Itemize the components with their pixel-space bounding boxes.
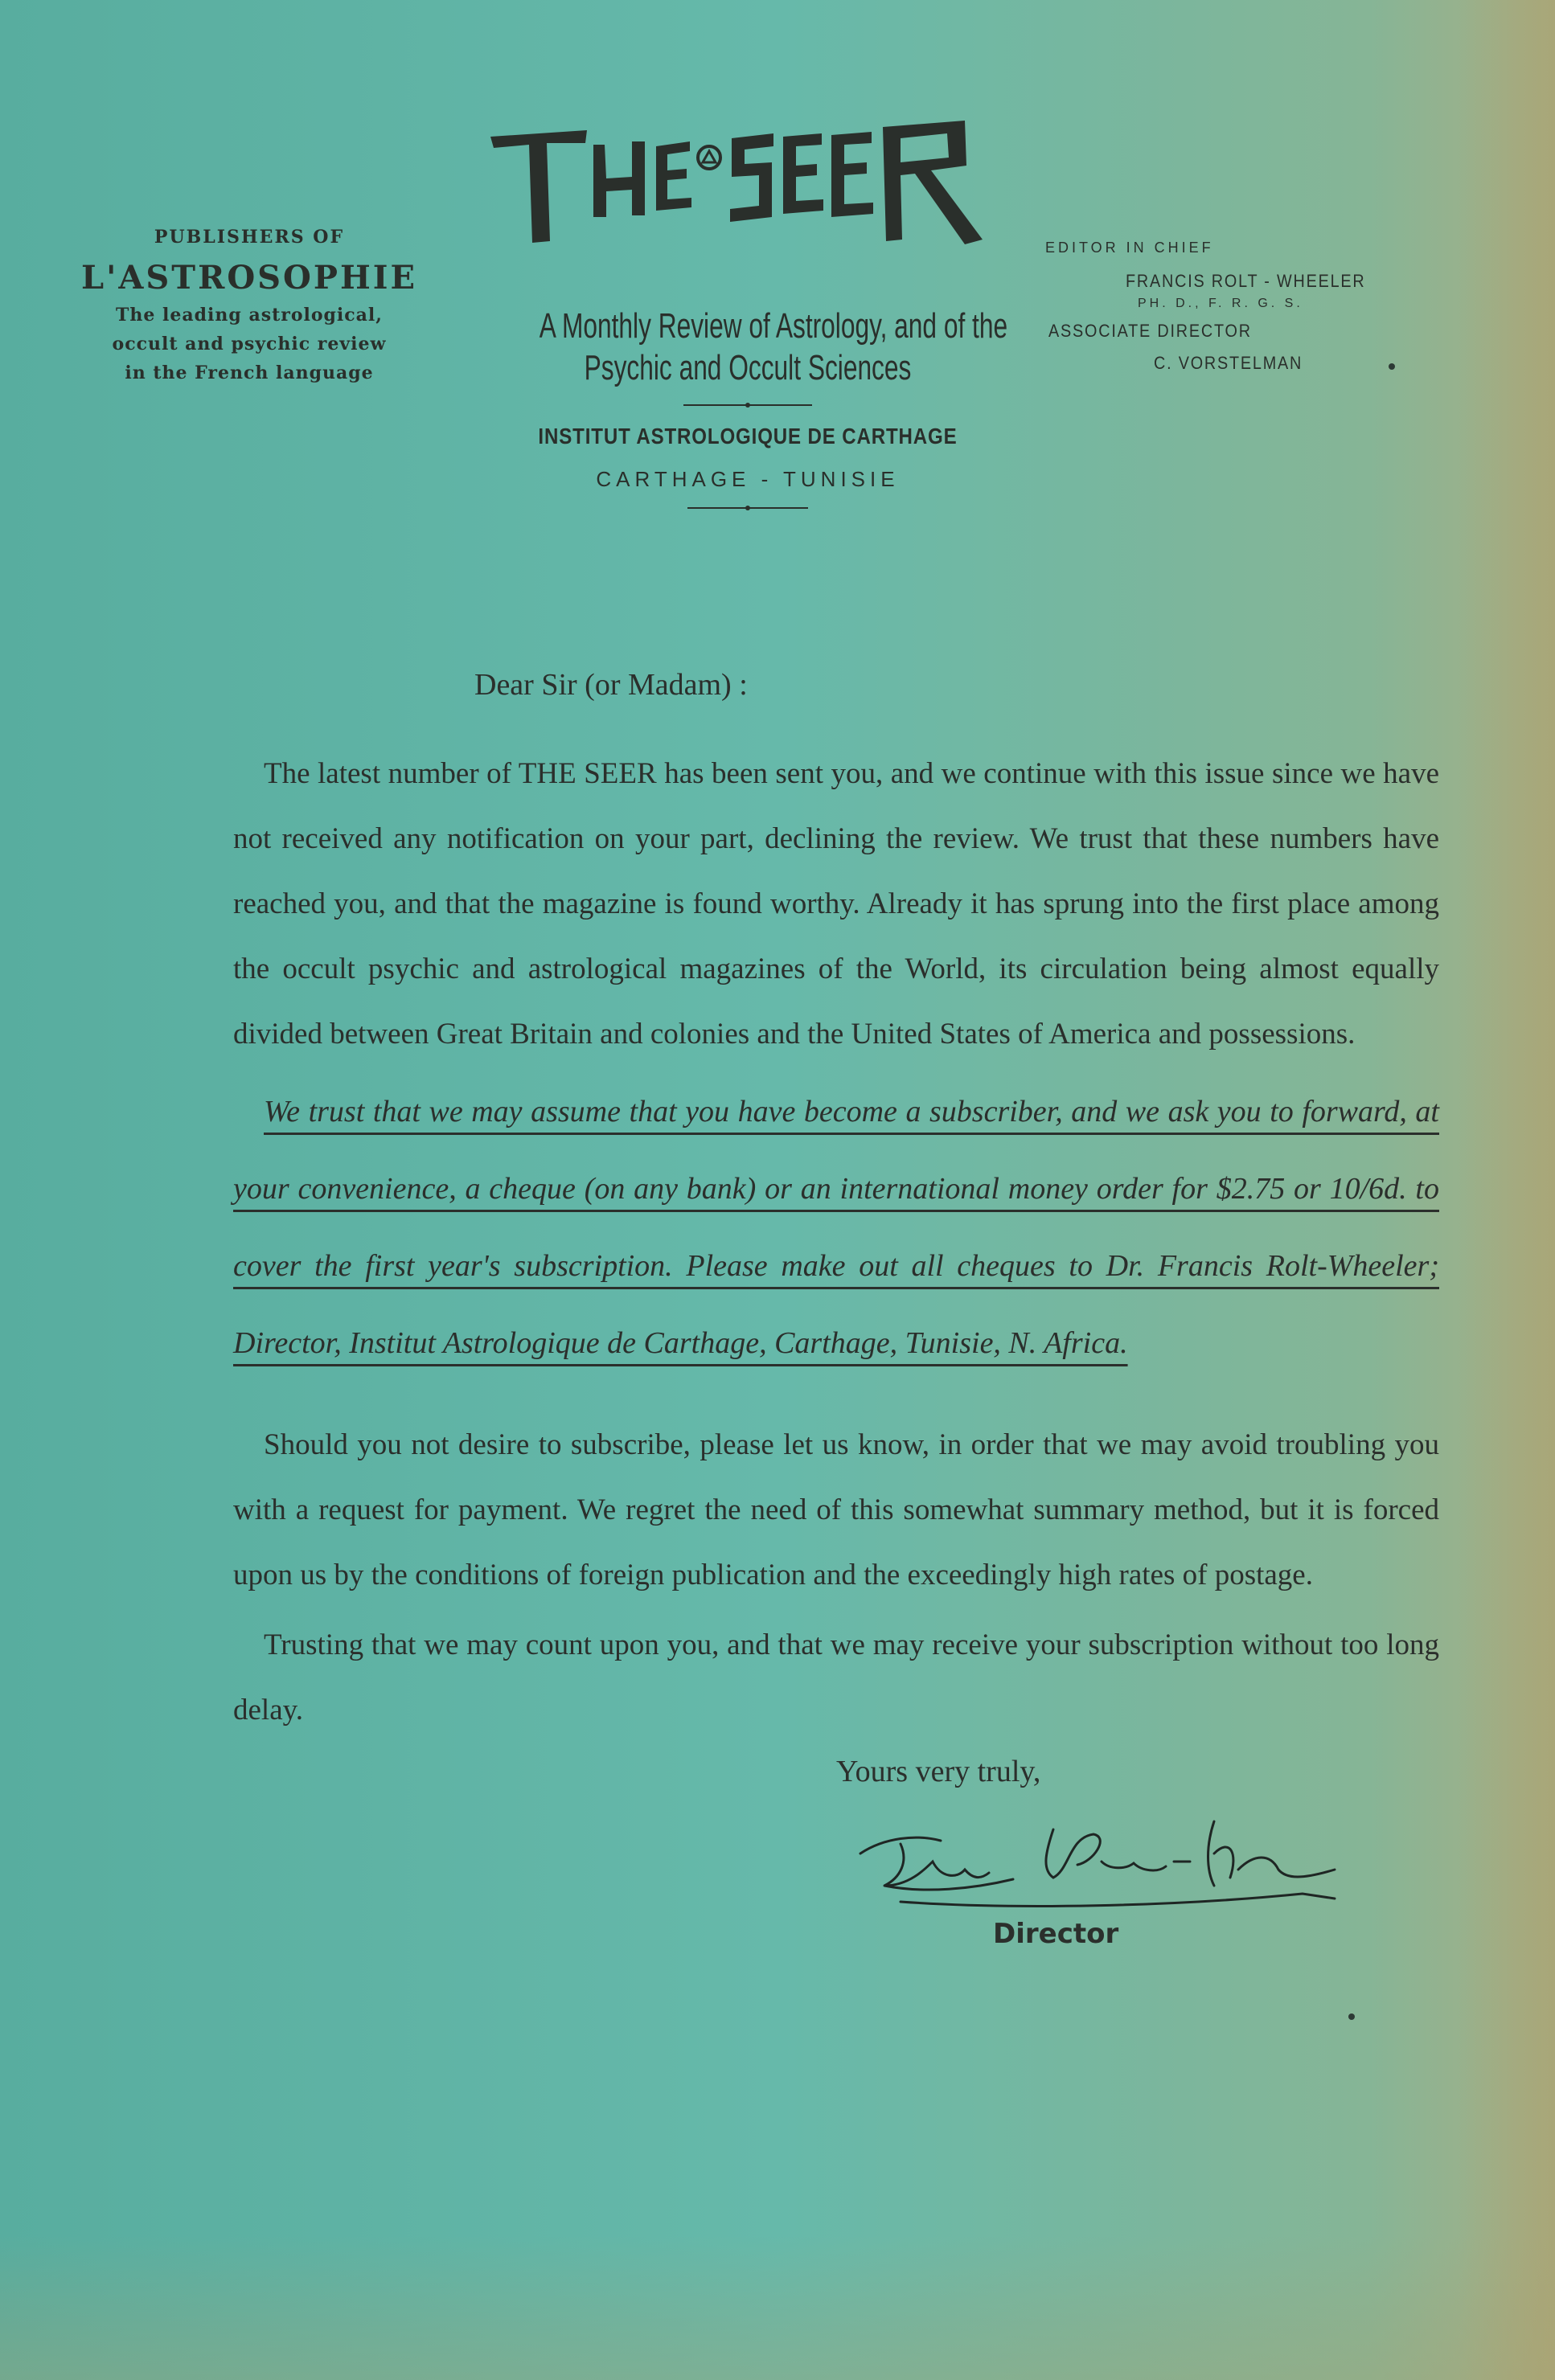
editor-degrees: PH. D., F. R. G. S.	[1138, 297, 1303, 310]
letter-body	[233, 667, 1439, 1950]
ornament-divider	[683, 399, 812, 412]
associate-name: C. VORSTELMAN	[1154, 353, 1303, 373]
editorial-block	[1037, 240, 1407, 374]
publication-title: L'ASTROSOPHIE	[81, 259, 417, 297]
paragraph-1	[233, 741, 1439, 1067]
signer-title: Director	[993, 1918, 1119, 1950]
tagline-line-2: Psychic and Occult Sciences	[584, 348, 912, 387]
signature	[852, 1805, 1351, 1918]
paragraph-3-text: Should you not desire to subscribe, please let us know, in order that we may avoid troubling you with a request for payment. We regret the need of this somewhat summary method, but it is forced upon us by the conditions of foreign publication and the exceedingly high rates of postage.	[233, 1428, 1439, 1591]
publisher-line-1: The leading astrological,	[116, 305, 383, 326]
closing: Yours very truly,	[836, 1755, 1041, 1788]
editor-name: FRANCIS ROLT - WHEELER	[1126, 271, 1366, 291]
paragraph-4-text: Trusting that we may count upon you, and that we may receive your subscription without too long delay.	[233, 1628, 1439, 1727]
paragraph-4	[233, 1612, 1439, 1743]
publisher-line-2: occult and psychic review	[112, 334, 387, 354]
ink-speck-2	[1348, 2013, 1355, 2020]
ornament-divider-2	[687, 502, 808, 514]
paragraph-1-text: The latest number of THE SEER has been sent you, and we continue with this issue since we have not received any notification on your part, declining the review. We trust that these numbers have reached you, and that the magazine is found worthy. Already it has sprung into the first place among the occult psychic and astrological magazines of the World, its circulation being almost equally divided between Great Britain and colonies and the United States of America and possessions.	[233, 757, 1439, 1051]
publisher-line-3: in the French language	[125, 363, 374, 383]
institute-name: INSTITUT ASTROLOGIQUE DE CARTHAGE	[538, 424, 958, 449]
publishers-label: PUBLISHERS OF	[154, 227, 345, 248]
the-seer-logo	[490, 121, 1005, 257]
editor-label: EDITOR IN CHIEF	[1045, 240, 1214, 256]
masthead-block	[458, 121, 1037, 526]
paper-aging-right	[1459, 0, 1555, 2380]
salutation: Dear Sir (or Madam) :	[474, 668, 748, 702]
ink-speck	[1389, 363, 1395, 370]
publisher-block	[48, 227, 450, 383]
paragraph-3	[233, 1412, 1439, 1608]
paragraph-2-text: We trust that we may assume that you have become a subscriber, and we ask you to forward, at your convenience, a cheque (on any bank) or an international money order for $2.75 or 10/6d. to cover the first year's subscription. Please make out all cheques to Dr. Francis Rolt-Wheeler; Director, Institut Astrologique de Carthage, Carthage, Tunisie, N. Africa.	[233, 1095, 1439, 1360]
paper-aging-bottom	[0, 2235, 1555, 2380]
tagline-line-1: A Monthly Review of Astrology, and of the	[539, 306, 1008, 346]
paragraph-2	[233, 1073, 1439, 1382]
institute-city: CARTHAGE - TUNISIE	[596, 467, 900, 491]
associate-label: ASSOCIATE DIRECTOR	[1048, 321, 1252, 341]
